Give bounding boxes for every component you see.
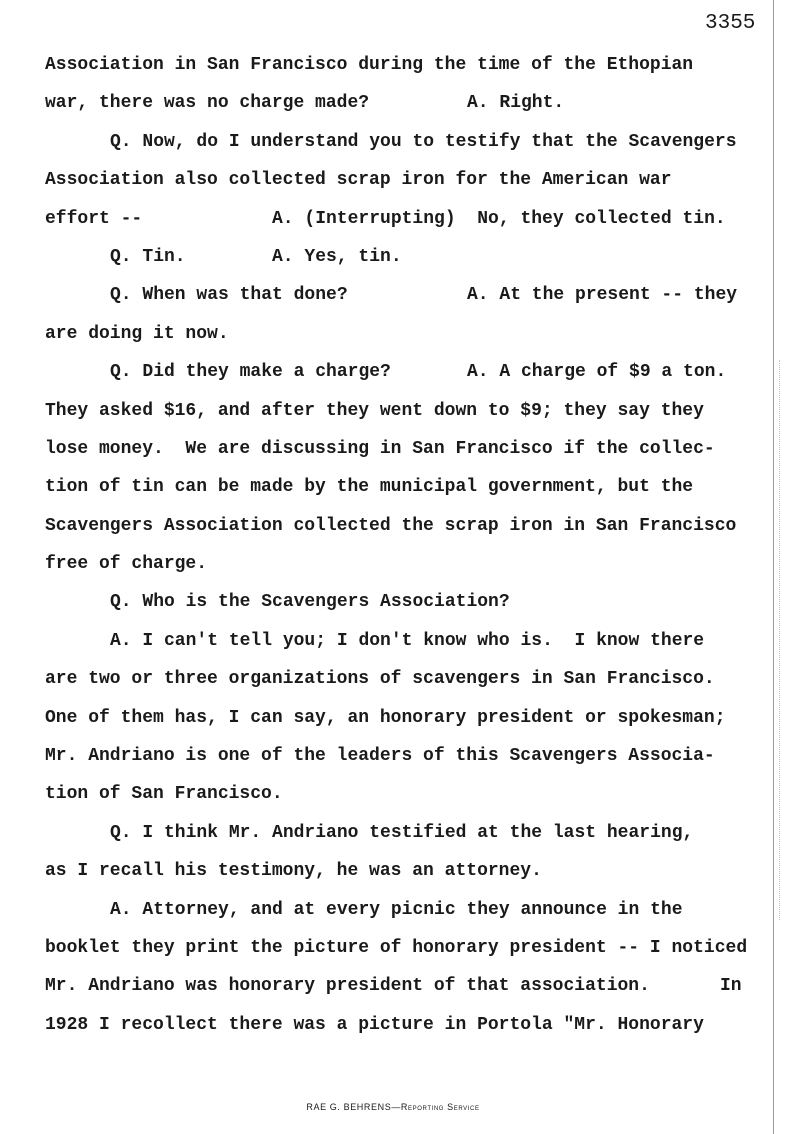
transcript-line — [45, 737, 785, 775]
question-text: Q. Now, do I understand you to testify that the Scavengers — [110, 131, 737, 152]
line-text: tion of San Francisco. — [45, 784, 283, 805]
line-text: as I recall his testimony, he was an attorney. — [45, 861, 542, 882]
reporter-service: Reporting Service — [400, 1102, 480, 1112]
transcript-line — [45, 468, 785, 506]
line-text: are doing it now. — [45, 323, 229, 344]
answer-text: A. Yes, tin. — [272, 246, 402, 267]
transcript-line — [45, 699, 785, 737]
transcript-line — [45, 238, 785, 276]
line-text: Association in San Francisco during the time of the Ethopian — [45, 55, 694, 75]
transcript-line — [45, 967, 785, 1005]
answer-text: A. (Interrupting) No, they collected tin. — [272, 208, 726, 229]
reporter-name: RAE G. BEHRENS — [306, 1102, 392, 1112]
transcript-line — [45, 392, 785, 430]
question-text: Q. Tin. — [110, 246, 186, 267]
transcript-line — [45, 622, 785, 660]
line-text: tion of tin can be made by the municipal government, but the — [45, 477, 694, 498]
transcript-line — [45, 852, 785, 890]
line-text: Association also collected scrap iron for the American war — [45, 170, 672, 191]
transcript-line — [45, 161, 785, 199]
transcript-line — [45, 276, 785, 314]
answer-text: A. A charge of $9 a ton. — [467, 362, 727, 383]
transcript-line — [45, 200, 785, 238]
question-text: Q. When was that done? — [110, 285, 348, 306]
line-text: Mr. Andriano is one of the leaders of this Scavengers Associa- — [45, 746, 715, 767]
transcript-body — [45, 46, 785, 1044]
question-text: Q. I think Mr. Andriano testified at the last hearing, — [110, 822, 694, 843]
line-text: are two or three organizations of scavengers in San Francisco. — [45, 669, 715, 690]
page-number: 3355 — [705, 12, 756, 35]
line-text: free of charge. — [45, 554, 208, 575]
transcript-line — [45, 775, 785, 813]
transcript-line — [45, 891, 785, 929]
line-text: They asked $16, and after they went down to $9; they say they — [45, 400, 704, 421]
line-text: Mr. Andriano was honorary president of that association. — [45, 976, 650, 997]
answer-text: A. Right. — [467, 93, 565, 114]
transcript-line — [45, 660, 785, 698]
line-text: war, there was no charge made? — [45, 93, 370, 114]
transcript-line — [45, 583, 785, 621]
reporter-footer — [0, 1102, 800, 1112]
transcript-line — [45, 507, 785, 545]
transcript-line — [45, 545, 785, 583]
transcript-line — [45, 929, 785, 967]
line-text-continued: In — [720, 976, 742, 997]
line-text: Scavengers Association collected the scrap iron in San Francisco — [45, 515, 737, 536]
transcript-line — [45, 1006, 785, 1044]
line-text: 1928 I recollect there was a picture in Portola "Mr. Honorary — [45, 1014, 704, 1035]
question-text: Q. Did they make a charge? — [110, 362, 391, 383]
question-text: Q. Who is the Scavengers Association? — [110, 592, 510, 613]
transcript-line — [45, 814, 785, 852]
transcript-line — [45, 353, 785, 391]
transcript-line — [45, 46, 785, 84]
footer-separator: — — [391, 1102, 401, 1112]
answer-text: A. Attorney, and at every picnic they announce in the — [110, 899, 683, 920]
transcript-line — [45, 123, 785, 161]
transcript-line — [45, 84, 785, 122]
answer-text: A. I can't tell you; I don't know who is. I know there — [110, 630, 705, 651]
transcript-line — [45, 315, 785, 353]
line-text: One of them has, I can say, an honorary president or spokesman; — [45, 707, 726, 728]
line-text: effort -- — [45, 208, 143, 229]
answer-text: A. At the present -- they — [467, 285, 738, 306]
line-text: lose money. We are discussing in San Francisco if the collec- — [45, 438, 715, 459]
transcript-line — [45, 430, 785, 468]
line-text: booklet they print the picture of honorary president -- I noticed — [45, 937, 748, 958]
